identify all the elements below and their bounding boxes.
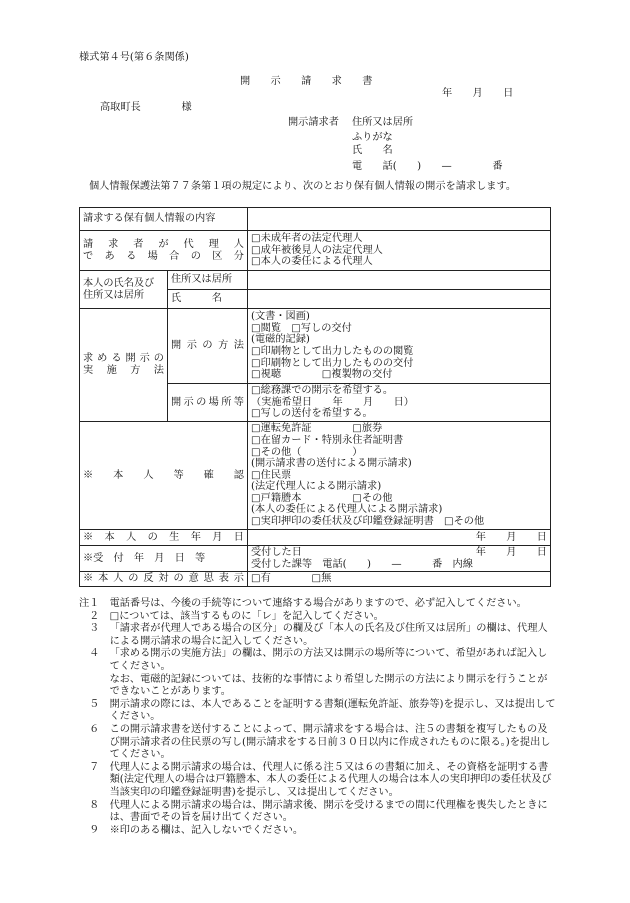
confirm-option-license[interactable]: □運転免許証 □旅券 — [251, 423, 383, 435]
note-number — [79, 674, 110, 699]
note-text: □については、該当するものに「レ」を記入してください。 — [109, 610, 384, 622]
note-number: ２ — [79, 610, 110, 622]
addressee: 高取町長 様 — [100, 102, 192, 113]
notes — [79, 598, 557, 837]
reception-date-value: 年 月 日 — [475, 546, 547, 558]
note-item — [79, 800, 557, 825]
method-option-watch-duplicate[interactable]: □視聴 □複製物の交付 — [251, 369, 393, 381]
request-form-table — [79, 207, 551, 587]
note-number: ７ — [79, 761, 110, 773]
method-line: (文書・図画) — [251, 311, 310, 323]
agent-type-label: 請求者が代理人 である場合の区分 — [80, 231, 248, 271]
confirm-option-resident-record[interactable]: □住民票 — [251, 469, 292, 481]
note-number: ５ — [79, 698, 110, 710]
note-number: ８ — [79, 799, 110, 811]
furigana-label: ふりがな — [352, 132, 393, 143]
note-item — [79, 623, 557, 648]
date-line: 年 月 日 — [442, 88, 514, 99]
reception-info — [248, 546, 551, 572]
objection-options[interactable]: □有 □無 — [248, 572, 551, 587]
confirm-option-other[interactable]: □その他（ ） — [251, 446, 363, 458]
note-item — [79, 825, 557, 838]
confirm-option-seal-certificate[interactable]: □実印押印の委任状及び印鑑登録証明書 □その他 — [251, 516, 485, 528]
note-item — [79, 724, 557, 762]
principal-label: 本人の氏名及び 住所又は居所 — [80, 271, 168, 309]
form-title: 開 示 請 求 書 — [240, 76, 373, 87]
note-item — [79, 648, 557, 673]
method-sub-label: 開示の方法 — [168, 309, 248, 384]
note-text: なお、電磁的記録については、技術的な事情により希望した開示の方法により開示を行うことができないことがあります。 — [109, 673, 548, 698]
reception-label: ※受 付 年 月 日 等 — [80, 546, 248, 572]
confirm-option-residence-card[interactable]: □在留カード・特別永住者証明書 — [251, 434, 404, 446]
confirm-option-family-register[interactable]: □戸籍謄本 □その他 — [251, 492, 393, 504]
principal-name-field[interactable] — [248, 290, 551, 309]
note-text: 開示請求の際には、本人であることを証明する書類(運転免許証、旅券等)を提示し、又は提出してください。 — [109, 698, 556, 723]
note-number: ３ — [79, 623, 110, 635]
birth-value: 年 月 日 — [248, 530, 551, 546]
requester-label: 開示請求者 — [288, 117, 339, 128]
confirm-heading-mail: (開示請求書の送付による開示請求) — [251, 458, 412, 470]
info-content-label: 請求する保有個人情報の内容 — [80, 208, 248, 231]
note-item — [79, 611, 557, 624]
confirm-options[interactable] — [248, 422, 551, 530]
note-text: 電話番号は、今後の手続等について連絡する場合がありますので、必ず記入してください。 — [109, 598, 527, 609]
place-options[interactable] — [248, 384, 551, 422]
intro-text: 個人情報保護法第７７条第１項の規定により、次のとおり保有個人情報の開示を請求します。 — [89, 181, 517, 192]
note-item — [79, 598, 557, 611]
note-text: 代理人による開示請求の場合は、代理人に係る注５又は６の書類に加え、その資格を証明する書類(法定代理人の場合は戸籍謄本、本人の委任による代理人の場合は本人の実印押印の委任状及び当該実印の印鑑登録証明書)を提示し、又は提出してください。 — [109, 761, 552, 798]
method-label: 求める開示の 実施方法 — [80, 309, 168, 422]
place-option-office[interactable]: □総務課での開示を希望する。 — [251, 385, 394, 397]
note-text: 「求める開示の実施方法」の欄は、開示の方法又は開示の場所等について、希望があれば記入してください。 — [109, 648, 548, 672]
form-number: 様式第４号(第６条関係) — [79, 52, 189, 63]
method-option-view-copy[interactable]: □閲覧 □写しの交付 — [251, 322, 352, 334]
confirm-heading-delegate: (本人の委任による代理人による開示請求) — [251, 504, 443, 516]
agent-type-options[interactable] — [248, 231, 551, 271]
reception-section-phone: 受付した課等 電話( ) — 番 内線 — [251, 558, 473, 570]
note-number: ６ — [79, 723, 110, 735]
phone-label: 電 話( ) — 番 — [352, 161, 503, 172]
principal-name-label: 氏 名 — [168, 290, 248, 309]
method-line: (電磁的記録) — [251, 334, 310, 346]
place-sub-label: 開示の場所等 — [168, 384, 248, 422]
principal-address-label: 住所又は居所 — [168, 271, 248, 290]
reception-date-label: 受付した日 — [251, 546, 302, 558]
info-content-field[interactable] — [248, 208, 551, 231]
method-option-print-view[interactable]: □印刷物として出力したものの閲覧 — [251, 346, 414, 357]
place-option-mail[interactable]: □写しの送付を希望する。 — [251, 408, 373, 420]
note-item — [79, 762, 557, 800]
note-text: 「請求者が代理人である場合の区分」の欄及び「本人の氏名及び住所又は居所」の欄は、代理人による開示請求の場合に記入してください。 — [109, 623, 548, 647]
agent-option-delegate[interactable]: □本人の委任による代理人 — [251, 256, 373, 268]
method-options[interactable] — [248, 309, 551, 384]
agent-option-minor[interactable]: □未成年者の法定代理人 — [251, 233, 363, 245]
note-text: ※印のある欄は、記入しないでください。 — [109, 824, 304, 836]
place-desired-date: （実施希望日 年 月 日） — [251, 396, 414, 408]
note-text: 代理人による開示請求の場合は、開示請求後、開示を受けるまでの間に代理権を喪失したときには、書面でその旨を届け出てください。 — [109, 799, 548, 824]
note-number: ４ — [79, 648, 110, 660]
agent-option-adult-guardian[interactable]: □成年被後見人の法定代理人 — [251, 244, 383, 256]
principal-address-field[interactable] — [248, 271, 551, 290]
confirm-heading-legal: (法定代理人による開示請求) — [251, 481, 382, 493]
method-option-print-deliver[interactable]: □印刷物として出力したものの交付 — [251, 357, 414, 369]
note-number: 注１ — [79, 598, 110, 609]
objection-label: ※本人の反対の意思表示 — [80, 572, 248, 587]
note-item — [79, 699, 557, 724]
address-label: 住所又は居所 — [352, 117, 414, 128]
confirm-label: ※本人等確認 — [80, 422, 248, 530]
name-label: 氏 名 — [352, 145, 393, 156]
note-number: ９ — [79, 824, 110, 836]
note-text: この開示請求書を送付することによって、開示請求をする場合は、注５の書類を複写したもの及び開示請求者の住民票の写し(開示請求をする日前３０日以内に作成されたものに限る。)を提出してください。 — [109, 723, 551, 761]
birth-label: ※本人の生年月日 — [80, 530, 248, 546]
note-item — [79, 674, 557, 699]
